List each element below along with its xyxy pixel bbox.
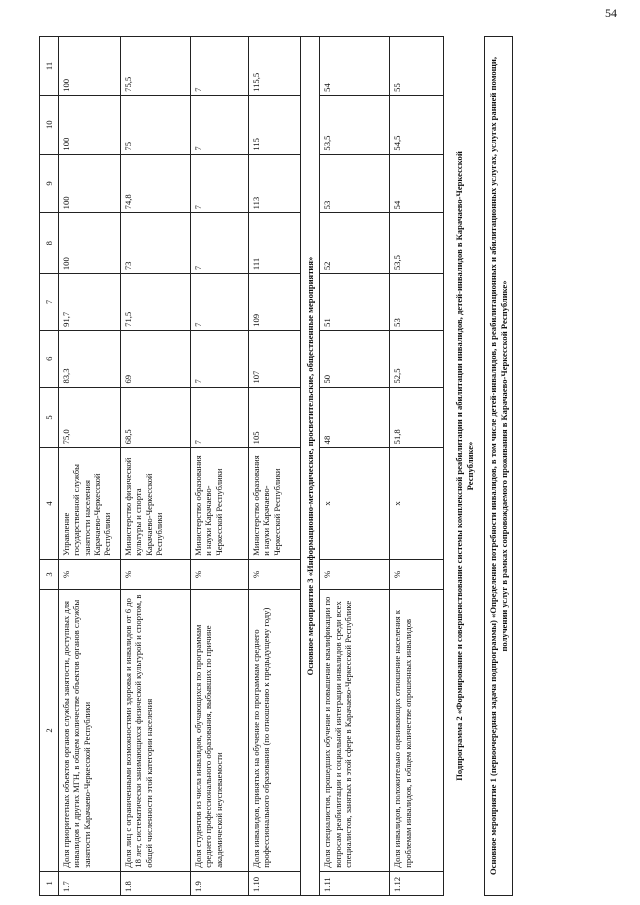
- value-cell: 7: [191, 274, 249, 331]
- value-cell: 68,5: [121, 387, 191, 448]
- header-cell: 5: [40, 387, 59, 448]
- value-cell: 100: [59, 95, 121, 154]
- main-event-title: Основное мероприятие 1 (первоочередная задача подпрограммы) «Определение потребности инвалидов, в том числе детей-инвалидов, в реабилитационных и абилитационных услугах, услугах ранней помощи, получении услуг в рамках сопровождаемого проживания в Карачаево-Черкесской Республике»: [484, 36, 513, 896]
- table-row: [390, 37, 444, 896]
- value-cell: 54: [390, 154, 444, 213]
- value-cell: 113: [249, 154, 301, 213]
- header-cell: 7: [40, 274, 59, 331]
- indicator-name-cell: Доля инвалидов, положительно оценивающих отношение населения к проблемам инвалидов, в общем количестве опрошенных инвалидов: [390, 590, 444, 872]
- value-cell: 71,5: [121, 274, 191, 331]
- value-cell: 73: [121, 213, 191, 274]
- value-cell: 7: [191, 213, 249, 274]
- section-title: Основное мероприятие 3 «Информационно-методические, просветительские, общественные мероприятия»: [301, 37, 320, 896]
- value-cell: 75: [121, 95, 191, 154]
- value-cell: 53: [390, 274, 444, 331]
- value-cell: 7: [191, 330, 249, 387]
- value-cell: 100: [59, 37, 121, 96]
- unit-cell: %: [121, 559, 191, 589]
- value-cell: 48: [320, 387, 390, 448]
- value-cell: 75,0: [59, 387, 121, 448]
- value-cell: 50: [320, 330, 390, 387]
- value-cell: 100: [59, 213, 121, 274]
- value-cell: 7: [191, 37, 249, 96]
- executor-cell: Министерство физической культуры и спорта Карачаево-Черкесской Республики: [121, 448, 191, 559]
- table-row: [59, 37, 121, 896]
- header-cell: 9: [40, 154, 59, 213]
- value-cell: 100: [59, 154, 121, 213]
- row-number-cell: 1.10: [249, 871, 301, 895]
- value-cell: 53,5: [390, 213, 444, 274]
- table-row: [249, 37, 301, 896]
- unit-cell: %: [59, 559, 121, 589]
- value-cell: 54,5: [390, 95, 444, 154]
- value-cell: 74,8: [121, 154, 191, 213]
- header-cell: 1: [40, 871, 59, 895]
- unit-cell: %: [191, 559, 249, 589]
- header-cell: 11: [40, 37, 59, 96]
- value-cell: 53: [320, 154, 390, 213]
- subprogram-title: Подпрограмма 2 «Формирование и совершенствование системы комплексной реабилитации и абилитации инвалидов, детей-инвалидов в Карачаево-Черкесской Республике»: [454, 151, 476, 781]
- value-cell: 53,5: [320, 95, 390, 154]
- rotated-sheet: [39, 36, 607, 896]
- row-number-cell: 1.7: [59, 871, 121, 895]
- executor-cell: Министерство образования и науки Карачаево-Черкесской Республики: [191, 448, 249, 559]
- row-number-cell: 1.9: [191, 871, 249, 895]
- section-row: [301, 37, 320, 896]
- landscape-page: [39, 36, 607, 896]
- value-cell: 52: [320, 213, 390, 274]
- row-number-cell: 1.12: [390, 871, 444, 895]
- header-cell: 4: [40, 448, 59, 559]
- table-header-row: [40, 37, 59, 896]
- indicator-name-cell: Доля специалистов, прошедших обучение и повышение квалификации по вопросам реабилитации и социальной интеграции инвалидов среди всех специалистов, занятых в этой сфере в Карачаево-Черкесской Республике: [320, 590, 390, 872]
- value-cell: 55: [390, 37, 444, 96]
- header-cell: 10: [40, 95, 59, 154]
- value-cell: 83,3: [59, 330, 121, 387]
- table-row: [191, 37, 249, 896]
- indicator-name-cell: Доля приоритетных объектов органов службы занятости, доступных для инвалидов и других МГН, в общем количестве объектов органов службы занятости Карачаево-Черкесской Республики: [59, 590, 121, 872]
- header-cell: 2: [40, 590, 59, 872]
- executor-cell: x: [320, 448, 390, 559]
- value-cell: 109: [249, 274, 301, 331]
- value-cell: 111: [249, 213, 301, 274]
- indicator-name-cell: Доля лиц с ограниченными возможностями здоровья и инвалидов от 6 до 18 лет, систематически занимающихся физической культурой и спортом, в общей численности этой категории населения: [121, 590, 191, 872]
- value-cell: 51,8: [390, 387, 444, 448]
- unit-cell: %: [390, 559, 444, 589]
- value-cell: 7: [191, 95, 249, 154]
- table-row: [320, 37, 390, 896]
- value-cell: 115,5: [249, 37, 301, 96]
- executor-cell: x: [390, 448, 444, 559]
- executor-cell: Министерство образования и науки Карачаево-Черкесской Республики: [249, 448, 301, 559]
- indicator-name-cell: Доля инвалидов, принятых на обучение по программам среднего профессионального образования (по отношению к предыдущему году): [249, 590, 301, 872]
- header-cell: 6: [40, 330, 59, 387]
- value-cell: 52,5: [390, 330, 444, 387]
- executor-cell: Управление государственной службы занятости населения Карачаево-Черкесской Республики: [59, 448, 121, 559]
- header-cell: 8: [40, 213, 59, 274]
- value-cell: 69: [121, 330, 191, 387]
- indicator-name-cell: Доля студентов из числа инвалидов, обучающихся по программам среднего профессионального образования, выбывших по причине академической неуспеваемости: [191, 590, 249, 872]
- value-cell: 105: [249, 387, 301, 448]
- header-cell: 3: [40, 559, 59, 589]
- value-cell: 75,5: [121, 37, 191, 96]
- page-number: 54: [605, 6, 617, 20]
- value-cell: 91,7: [59, 274, 121, 331]
- row-number-cell: 1.11: [320, 871, 390, 895]
- unit-cell: %: [320, 559, 390, 589]
- value-cell: 115: [249, 95, 301, 154]
- table-row: [121, 37, 191, 896]
- value-cell: 7: [191, 387, 249, 448]
- unit-cell: %: [249, 559, 301, 589]
- value-cell: 51: [320, 274, 390, 331]
- value-cell: 7: [191, 154, 249, 213]
- value-cell: 107: [249, 330, 301, 387]
- indicators-table: [39, 36, 444, 896]
- value-cell: 54: [320, 37, 390, 96]
- row-number-cell: 1.8: [121, 871, 191, 895]
